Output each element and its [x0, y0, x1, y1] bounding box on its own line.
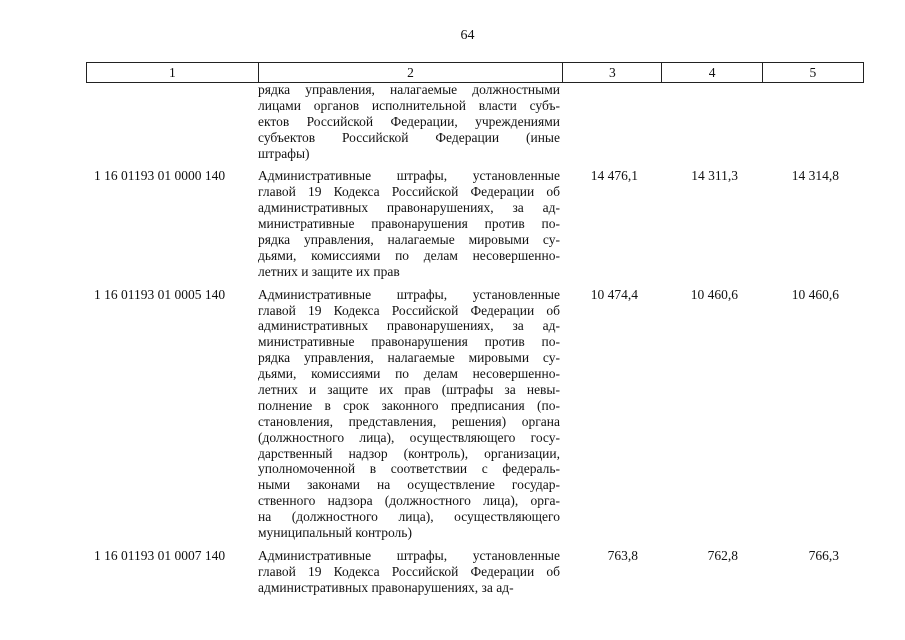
row-value-col-3: 763,8 [607, 547, 638, 563]
header-col-3: 3 [563, 63, 662, 83]
row-value-col-3: 10 474,4 [590, 286, 638, 302]
description-line: главой 19 Кодекса Российской Федерации об [258, 302, 560, 318]
table-row [86, 82, 864, 161]
description-line: административных правонарушениях, за ад- [258, 200, 560, 216]
description-line: на (должностного лица), осуществляющего [258, 509, 560, 525]
row-value-col-4: 14 311,3 [691, 168, 738, 184]
table-row [86, 287, 864, 541]
row-value-col-4 [638, 82, 738, 161]
description-line: уполномоченной в соответствии с федераль- [258, 461, 560, 477]
row-description [258, 168, 564, 279]
header-col-1: 1 [87, 63, 259, 83]
row-value-col-5: 14 314,8 [791, 168, 839, 184]
description-line: дьями, комиссиями по делам несовершенно- [258, 366, 560, 382]
page-number: 64 [460, 28, 475, 43]
row-description [258, 82, 564, 161]
row-value-col-5 [738, 82, 839, 161]
description-line: штрафы) [258, 145, 310, 161]
row-code: 1 16 01193 01 0000 140 [94, 168, 226, 184]
description-line: Административные штрафы, установленные [258, 547, 560, 563]
description-line: рядка управления, налагаемые мировыми су- [258, 232, 560, 248]
row-value-col-3 [564, 82, 638, 161]
description-line: административных правонарушениях, за ад- [258, 579, 514, 595]
description-line: рядка управления, налагаемые мировыми су- [258, 350, 560, 366]
description-line: рядка управления, налагаемые должностными [258, 82, 560, 97]
description-line: становления, представления, решения) органа [258, 413, 560, 429]
description-line: полнение в срок законного предписания (по- [258, 397, 560, 413]
row-value-col-4: 10 460,6 [690, 286, 738, 302]
description-line: главой 19 Кодекса Российской Федерации об [258, 184, 560, 200]
description-line: дарственный надзор (контроль), организации, [258, 445, 560, 461]
row-code [86, 82, 258, 161]
row-value-col-4: 762,8 [707, 547, 738, 563]
description-line: лицами органов исполнительной власти субъ- [258, 97, 560, 113]
description-line: ектов Российской Федерации, учреждениями [258, 113, 560, 129]
row-description [258, 548, 564, 596]
description-line: министративные правонарушения против по- [258, 216, 560, 232]
header-col-4: 4 [662, 63, 762, 83]
description-line: летних и защите их прав [258, 263, 400, 279]
description-line: ственного надзора (должностного лица), орга- [258, 493, 560, 509]
row-value-col-5: 766,3 [808, 547, 839, 563]
header-col-2: 2 [258, 63, 563, 83]
row-value-col-5: 10 460,6 [791, 286, 839, 302]
description-line: ными законами на осуществление государ- [258, 477, 560, 493]
description-line: главой 19 Кодекса Российской Федерации об [258, 563, 560, 579]
description-line: Административные штрафы, установленные [258, 168, 560, 184]
table-header [86, 62, 864, 83]
row-value-col-3: 14 476,1 [590, 168, 638, 184]
description-line: министративные правонарушения против по- [258, 334, 560, 350]
row-code: 1 16 01193 01 0007 140 [94, 547, 226, 563]
description-line: административных правонарушениях, за ад- [258, 318, 560, 334]
row-description [258, 287, 564, 541]
description-line: (должностного лица), осуществляющего госу- [258, 429, 560, 445]
description-line: дьями, комиссиями по делам несовершенно- [258, 247, 560, 263]
header-col-5: 5 [762, 63, 863, 83]
description-line: летних и защите их прав (штрафы за невы- [258, 382, 560, 398]
table-body [86, 82, 864, 596]
table-row [86, 168, 864, 279]
table-row [86, 548, 864, 596]
row-code: 1 16 01193 01 0005 140 [94, 286, 226, 302]
description-line: субъектов Российской Федерации (иные [258, 129, 560, 145]
description-line: муниципальный контроль) [258, 525, 412, 541]
description-line: Административные штрафы, установленные [258, 286, 560, 302]
